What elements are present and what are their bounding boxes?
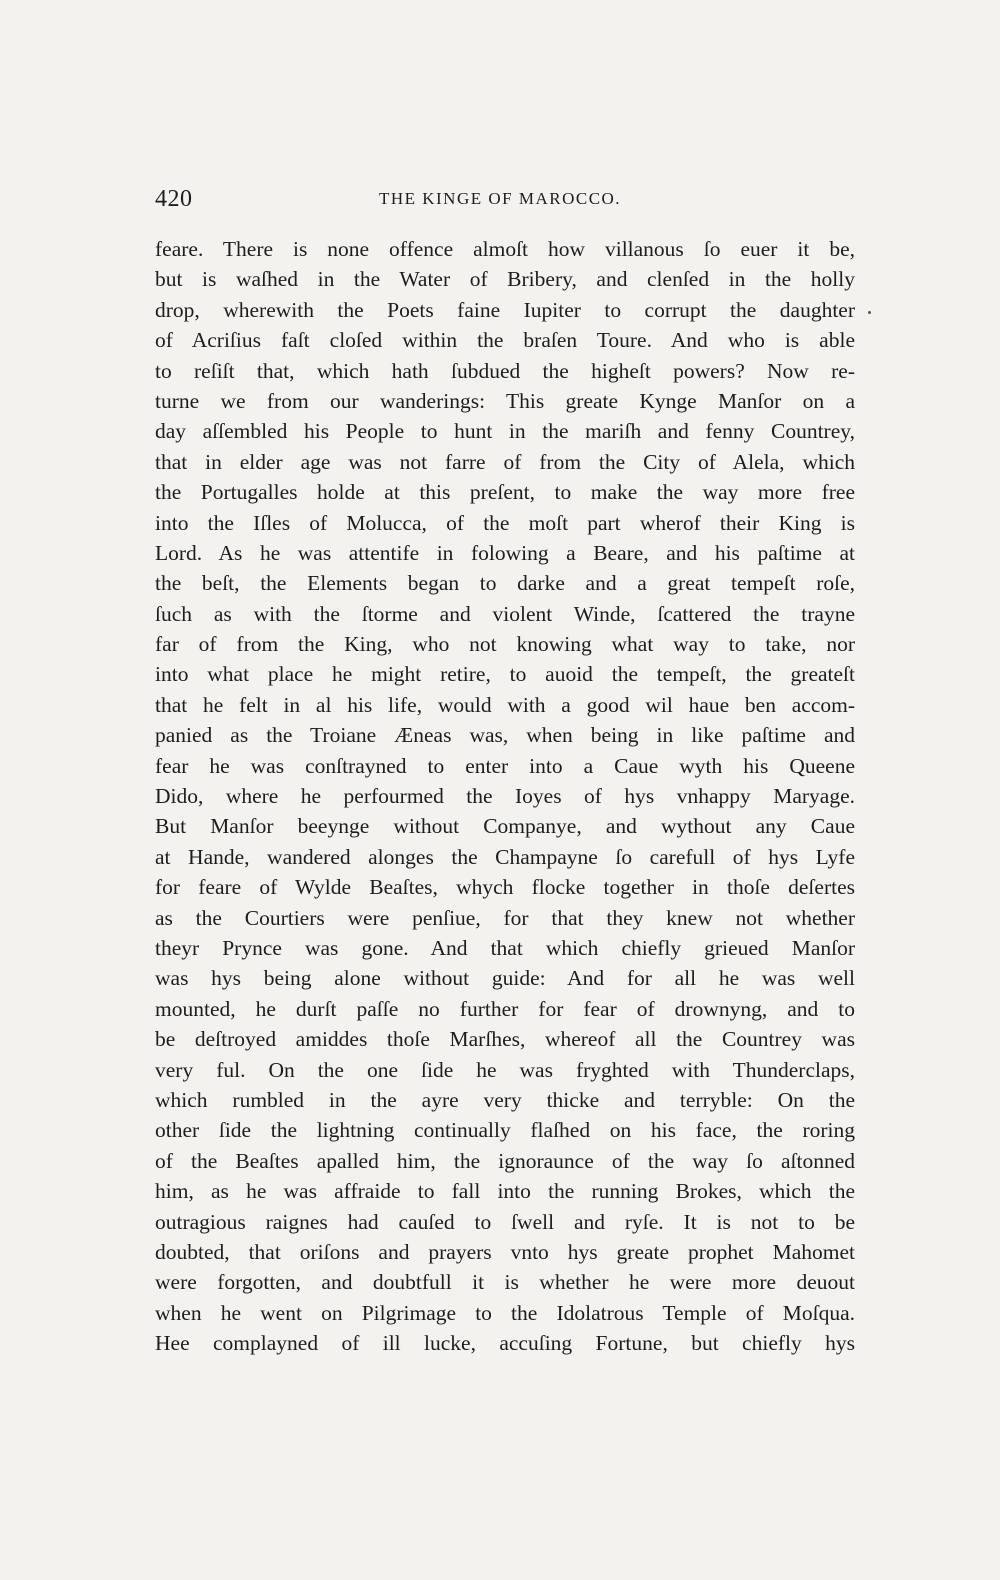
body-text	[155, 234, 855, 1358]
text-line: Hee complayned of ill lucke, accuſing Fortune, but chiefly hys	[155, 1331, 855, 1356]
text-line: to reſiſt that, which hath ſubdued the higheſt powers? Now re-	[155, 358, 855, 383]
text-line: panied as the Troiane Æneas was, when being in like paſtime and	[155, 723, 855, 748]
text-line: him, as he was affraide to fall into the running Brokes, which the	[155, 1179, 855, 1204]
text-line: theyr Prynce was gone. And that which chiefly grieued Manſor	[155, 935, 855, 960]
page-number: 420	[155, 186, 193, 212]
text-line: as the Courtiers were penſiue, for that they knew not whether	[155, 905, 855, 930]
text-line: were forgotten, and doubtfull it is whether he were more deuout	[155, 1270, 855, 1295]
text-line: into what place he might retire, to auoid the tempeſt, the greateſt	[155, 662, 855, 687]
text-line: doubted, that oriſons and prayers vnto hys greate prophet Mahomet	[155, 1239, 855, 1264]
text-line: Lord. As he was attentife in folowing a Beare, and his paſtime at	[155, 540, 855, 565]
text-line: be deſtroyed amiddes thoſe Marſhes, whereof all the Countrey was	[155, 1027, 855, 1052]
text-line: the beſt, the Elements began to darke and a great tempeſt roſe,	[155, 571, 855, 596]
text-line: when he went on Pilgrimage to the Idolatrous Temple of Moſqua.	[155, 1300, 855, 1325]
text-line: But Manſor beeynge without Companye, and wythout any Caue	[155, 814, 855, 839]
text-line: into the Iſles of Molucca, of the moſt part wherof their King is	[155, 510, 855, 535]
text-line: ſuch as with the ſtorme and violent Winde, ſcattered the trayne	[155, 601, 855, 626]
text-line: at Hande, wandered alonges the Champayne ſo carefull of hys Lyfe	[155, 844, 855, 869]
running-head: THE KINGE OF MAROCCO.	[378, 189, 622, 208]
ink-speck	[868, 311, 871, 314]
text-line: but is waſhed in the Water of Bribery, and clenſed in the holly	[155, 267, 855, 292]
text-line: very ful. On the one ſide he was fryghted with Thunderclaps,	[155, 1057, 855, 1082]
text-line: the Portugalles holde at this preſent, to make the way more free	[155, 480, 855, 505]
text-line: outragious raignes had cauſed to ſwell and ryſe. It is not to be	[155, 1209, 855, 1234]
text-line: of Acriſius faſt cloſed within the braſen Toure. And who is able	[155, 328, 855, 353]
text-line: other ſide the lightning continually flaſhed on his face, the roring	[155, 1118, 855, 1143]
text-line: that in elder age was not farre of from the City of Alela, which	[155, 449, 855, 474]
text-line: far of from the King, who not knowing what way to take, nor	[155, 632, 855, 657]
text-line: day aſſembled his People to hunt in the mariſh and fenny Countrey,	[155, 419, 855, 444]
text-line: drop, wherewith the Poets faine Iupiter to corrupt the daughter	[155, 297, 855, 322]
text-line: which rumbled in the ayre very thicke and terryble: On the	[155, 1087, 855, 1112]
text-line: of the Beaſtes apalled him, the ignoraunce of the way ſo aſtonned	[155, 1148, 855, 1173]
text-line: Dido, where he perfourmed the Ioyes of hys vnhappy Maryage.	[155, 784, 855, 809]
text-line: turne we from our wanderings: This greate Kynge Manſor on a	[155, 388, 855, 413]
text-line: for feare of Wylde Beaſtes, whych flocke together in thoſe deſertes	[155, 875, 855, 900]
text-line: was hys being alone without guide: And for all he was well	[155, 966, 855, 991]
text-line: mounted, he durſt paſſe no further for fear of drownyng, and to	[155, 996, 855, 1021]
text-line: feare. There is none offence almoſt how villanous ſo euer it be,	[155, 237, 855, 261]
text-line: fear he was conſtrayned to enter into a Caue wyth his Queene	[155, 753, 855, 778]
text-line: that he felt in al his life, would with a good wil haue ben accom-	[155, 692, 855, 717]
